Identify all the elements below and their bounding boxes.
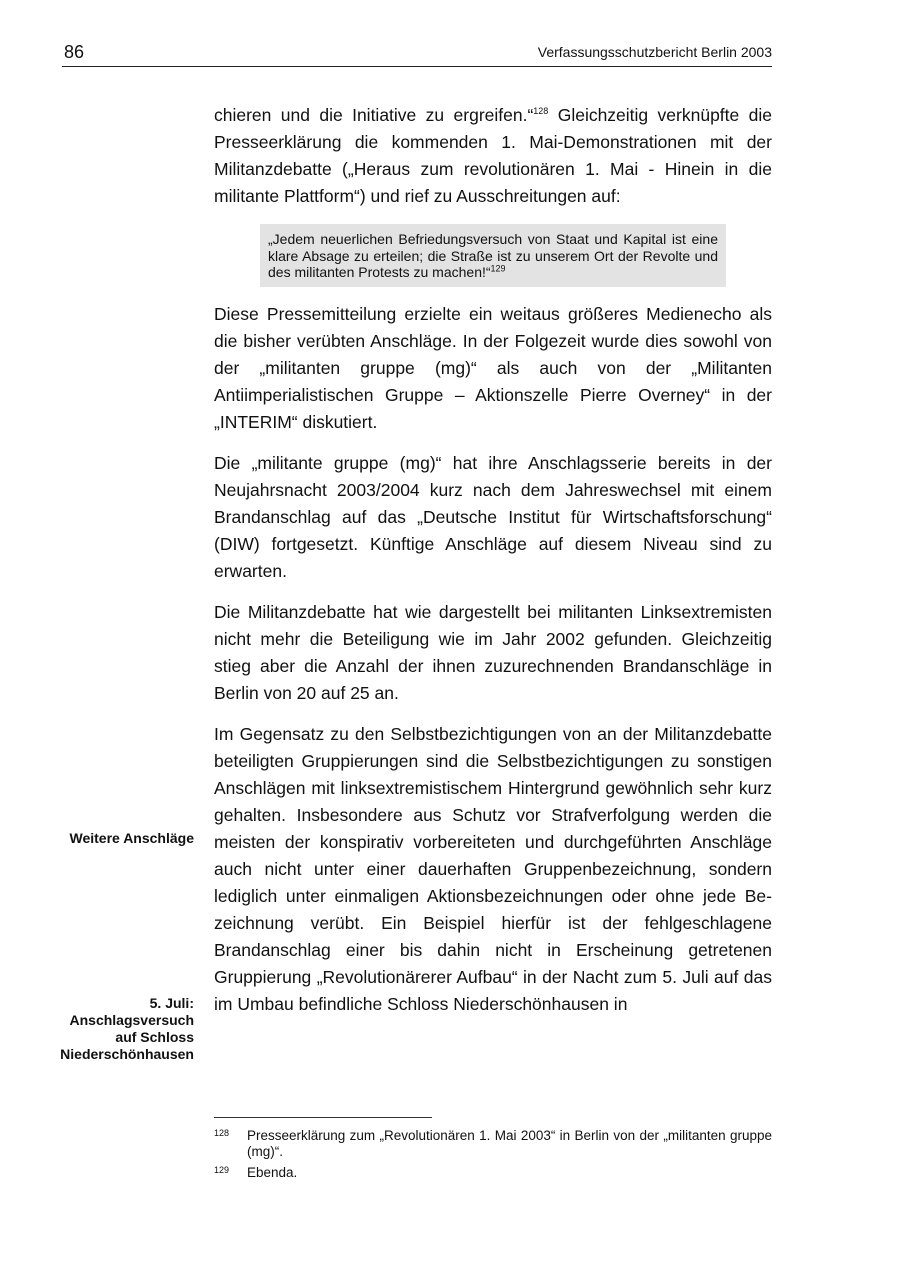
paragraph-1-part-a: chieren und die Initiative zu ergreifen.“ bbox=[214, 105, 534, 125]
paragraph-1-part-b: Gleichzeitig verknüpfte die Presseerklärung die kommenden 1. Mai-Demonstrationen mit der Militanzdebatte („Heraus zum revolutionären 1. Mai - Hinein in die militante Plattform“) und rief zu Ausschreitungen auf: bbox=[214, 105, 772, 206]
footnote-text: Presseerklärung zum „Revolutionären 1. Mai 2003“ in Berlin von der „militanten gruppe (mg)“. bbox=[247, 1128, 772, 1159]
quote-text: „Jedem neuerlichen Befriedungsversuch von Staat und Kapital ist eine klare Absage zu erteilen; die Straße ist zu unserem Ort der Revolte und des militanten Protests zu machen!“ bbox=[268, 231, 718, 280]
paragraph-1 bbox=[214, 102, 772, 210]
margin-note-weitere-anschlaege bbox=[24, 830, 194, 847]
paragraph-3: Die „militante gruppe (mg)“ hat ihre Anschlagsserie bereits in der Neujahrsnacht 2003/2004 kurz nach dem Jahreswechsel mit einem Brandanschlag auf das „Deutsche Institut für Wirtschaftsforschung“ (DIW) fortgesetzt. Künftige Anschläge auf diesem Niveau sind zu erwarten. bbox=[214, 452, 772, 581]
page-number: 86 bbox=[64, 42, 85, 62]
paragraph-2: Diese Pressemitteilung erzielte ein weitaus größeres Medienecho als die bisher verübten Anschläge. In der Folgezeit wurde dies sowohl von der „militanten gruppe (mg)“ als auch von der „Militanten Antiimperialistischen Gruppe – Aktionszelle Pierre Overney“ in der „INTERIM“ diskutiert. bbox=[214, 303, 772, 432]
block-quote bbox=[260, 224, 726, 287]
footnote-128 bbox=[214, 1128, 772, 1160]
paragraph-5: Im Gegensatz zu den Selbstbezichtigungen von an der Militanzdebatte beteiligten Gruppierungen sind die Selbstbezichtigungen zu sonstigen Anschlägen mit linksextremistischem Hintergrund gewöhnlich sehr kurz gehalten. Insbesondere aus Schutz vor Strafverfolgung werden die meisten der konspirativ vorbereiteten und durchgeführten Anschläge auch nicht unter einer dauerhaften Gruppenbezeichnung, sondern lediglich unter einmaligen Aktionsbezeichnungen oder ohne jede Bezeichnung verübt. Ein Beispiel hierfür ist der fehlgeschlagene Brandanschlag einer bis dahin nicht in Erscheinung getretenen Gruppierung „Revolutionärerer Aufbau“ in der Nacht zum 5. Juli auf das im Umbau befindliche Schloss Niederschönhausen in bbox=[214, 723, 772, 1014]
margin-note-line: 5. Juli: bbox=[149, 995, 194, 1011]
margin-note-schloss bbox=[24, 995, 194, 1063]
margin-note-text: Weitere Anschläge bbox=[69, 830, 194, 846]
margin-note-line: Niederschönhausen bbox=[60, 1046, 194, 1062]
footnote-separator bbox=[214, 1117, 432, 1118]
footnote-ref-128[interactable]: 128 bbox=[533, 106, 549, 117]
footnotes bbox=[214, 1128, 772, 1186]
margin-note-line: auf Schloss bbox=[115, 1029, 194, 1045]
footnote-number: 129 bbox=[214, 1165, 230, 1175]
paragraph-4: Die Militanzdebatte hat wie dargestellt bei militanten Linksextremisten nicht mehr die Beteiligung wie im Jahr 2002 gefunden. Gleichzeitig stieg aber die Anzahl der ihnen zuzurechnenden Brandanschläge in Berlin von 20 auf 25 an. bbox=[214, 601, 772, 703]
footnote-number: 128 bbox=[214, 1128, 230, 1138]
page-header bbox=[62, 40, 772, 67]
footnote-ref-129[interactable]: 129 bbox=[490, 263, 506, 274]
footnote-text: Ebenda. bbox=[247, 1165, 298, 1180]
footnote-129 bbox=[214, 1165, 772, 1181]
main-text bbox=[214, 102, 772, 1032]
margin-note-line: Anschlagsversuch bbox=[69, 1012, 194, 1028]
running-title: Verfassungsschutzbericht Berlin 2003 bbox=[537, 44, 772, 60]
